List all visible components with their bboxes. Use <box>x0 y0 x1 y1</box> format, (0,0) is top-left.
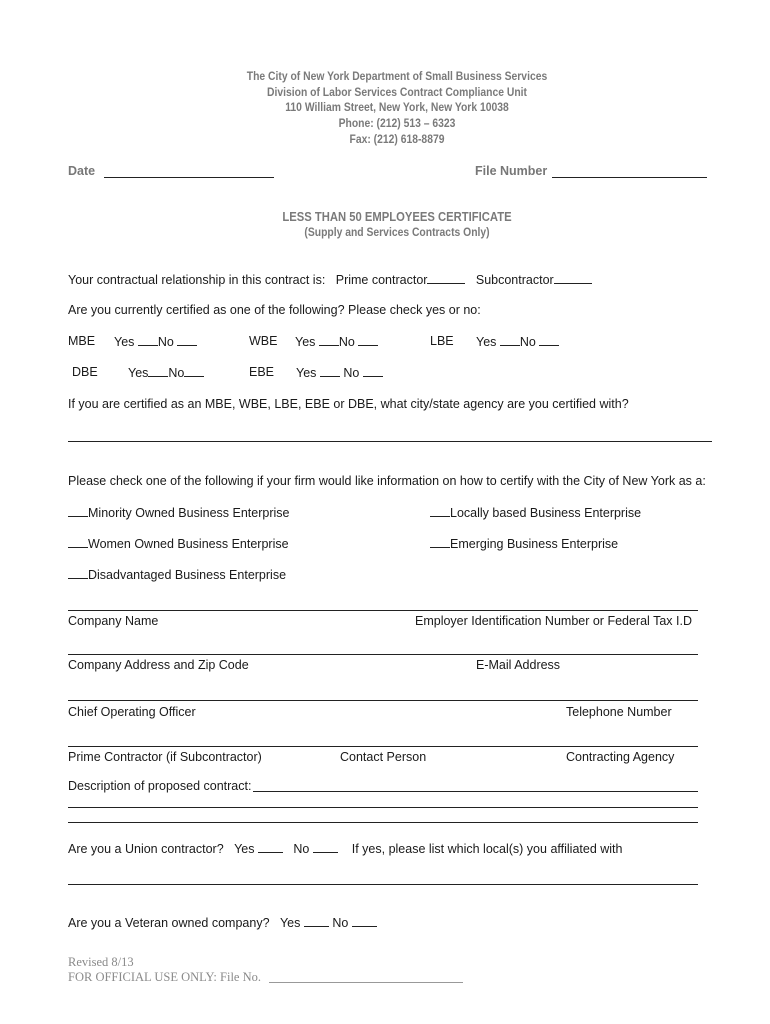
lbe-no-label: No <box>519 335 536 349</box>
veteran-yes-blank[interactable] <box>304 915 329 927</box>
lbe-choice <box>476 334 559 349</box>
wbe-yes-label: Yes <box>295 335 316 349</box>
mbe-yes-blank[interactable] <box>138 334 158 346</box>
description-line-1[interactable] <box>253 791 698 792</box>
telephone-label: Telephone Number <box>566 705 672 719</box>
ein-label: Employer Identification Number or Federal Tax I.D <box>415 614 692 628</box>
dbe-label: DBE <box>72 365 98 379</box>
option-disadvantaged[interactable] <box>68 567 286 582</box>
description-line-2[interactable] <box>68 807 698 808</box>
header-division: Division of Labor Services Contract Compliance Unit <box>267 87 527 99</box>
veteran-question <box>68 915 377 930</box>
file-number-label: File Number <box>475 164 548 178</box>
wbe-no-label: No <box>338 335 355 349</box>
mbe-label: MBE <box>68 334 96 348</box>
union-local-line[interactable] <box>68 884 698 885</box>
option-disadvantaged-blank[interactable] <box>68 567 88 579</box>
option-emerging-blank[interactable] <box>430 536 450 548</box>
ebe-yes-blank[interactable] <box>320 365 340 377</box>
veteran-question-text: Are you a Veteran owned company? <box>68 916 270 930</box>
agency-question: If you are certified as an MBE, WBE, LBE, EBE or DBE, what city/state agency are you certified with? <box>68 397 629 411</box>
dbe-choice <box>128 365 204 380</box>
relationship-question <box>68 272 592 287</box>
description-line-3[interactable] <box>68 822 698 823</box>
coo-line[interactable] <box>68 700 698 701</box>
option-local-blank[interactable] <box>430 505 450 517</box>
ebe-no-blank[interactable] <box>363 365 383 377</box>
file-number-field[interactable] <box>552 177 707 178</box>
official-file-number-line[interactable] <box>269 982 463 983</box>
official-use-label: FOR OFFICIAL USE ONLY: File No. <box>68 970 261 984</box>
wbe-label: WBE <box>249 334 278 348</box>
union-yes-blank[interactable] <box>258 841 283 853</box>
dbe-no-blank[interactable] <box>184 365 204 377</box>
company-name-label: Company Name <box>68 614 159 628</box>
contracting-agency-label: Contracting Agency <box>566 750 675 764</box>
description-label: Description of proposed contract: <box>68 779 252 793</box>
option-disadvantaged-label: Disadvantaged Business Enterprise <box>88 568 287 582</box>
header-address: 110 William Street, New York, New York 10038 <box>285 102 509 114</box>
mbe-no-label: No <box>157 335 174 349</box>
dbe-no-label: No <box>168 366 185 380</box>
email-label: E-Mail Address <box>476 658 561 672</box>
ebe-yes-label: Yes <box>296 366 317 380</box>
agency-answer-line[interactable] <box>68 441 712 442</box>
mbe-no-blank[interactable] <box>177 334 197 346</box>
wbe-no-blank[interactable] <box>358 334 378 346</box>
prime-contractor-field-label: Prime Contractor (if Subcontractor) <box>68 750 262 764</box>
contact-person-label: Contact Person <box>340 750 427 764</box>
option-minority-blank[interactable] <box>68 505 88 517</box>
relationship-question-text: Your contractual relationship in this contract is: <box>68 273 326 287</box>
certificate-subtitle: (Supply and Services Contracts Only) <box>304 227 490 239</box>
union-followup-text: If yes, please list which local(s) you affiliated with <box>351 842 623 856</box>
lbe-yes-blank[interactable] <box>500 334 520 346</box>
veteran-no-label: No <box>332 916 349 930</box>
veteran-no-blank[interactable] <box>352 915 377 927</box>
option-local-label: Locally based Business Enterprise <box>450 506 642 520</box>
wbe-yes-blank[interactable] <box>319 334 339 346</box>
company-line[interactable] <box>68 610 698 611</box>
dbe-yes-label: Yes <box>128 366 149 380</box>
header-agency: The City of New York Department of Small Business Services <box>246 71 548 83</box>
company-address-label: Company Address and Zip Code <box>68 658 249 672</box>
option-women[interactable] <box>68 536 289 551</box>
union-question <box>68 841 622 856</box>
wbe-choice <box>295 334 378 349</box>
revised-note: Revised 8/13 <box>68 955 134 969</box>
prime-line[interactable] <box>68 746 698 747</box>
date-label: Date <box>68 164 96 178</box>
coo-label: Chief Operating Officer <box>68 705 196 719</box>
lbe-no-blank[interactable] <box>539 334 559 346</box>
option-minority-label: Minority Owned Business Enterprise <box>88 506 290 520</box>
certified-question: Are you currently certified as one of the following? Please check yes or no: <box>68 303 481 317</box>
lbe-yes-label: Yes <box>476 335 497 349</box>
address-line[interactable] <box>68 654 698 655</box>
header-phone: Phone: (212) 513 – 6323 <box>338 118 456 130</box>
union-no-label: No <box>293 842 310 856</box>
option-women-blank[interactable] <box>68 536 88 548</box>
mbe-yes-label: Yes <box>114 335 135 349</box>
lbe-label: LBE <box>430 334 454 348</box>
union-yes-label: Yes <box>234 842 255 856</box>
option-minority[interactable] <box>68 505 289 520</box>
subcontractor-blank[interactable] <box>554 272 592 284</box>
prime-contractor-label: Prime contractor <box>335 273 428 287</box>
option-women-label: Women Owned Business Enterprise <box>88 537 289 551</box>
ebe-no-label: No <box>343 366 360 380</box>
ebe-choice <box>296 365 383 380</box>
dbe-yes-blank[interactable] <box>148 365 168 377</box>
option-emerging-label: Emerging Business Enterprise <box>450 537 619 551</box>
veteran-yes-label: Yes <box>279 916 301 930</box>
header-fax: Fax: (212) 618-8879 <box>349 134 445 146</box>
subcontractor-label: Subcontractor <box>475 273 554 287</box>
mbe-choice <box>114 334 197 349</box>
union-no-blank[interactable] <box>313 841 338 853</box>
prime-contractor-blank[interactable] <box>427 272 465 284</box>
certificate-title: LESS THAN 50 EMPLOYEES CERTIFICATE <box>282 210 512 224</box>
ebe-label: EBE <box>249 365 275 379</box>
option-local[interactable] <box>430 505 641 520</box>
option-emerging[interactable] <box>430 536 618 551</box>
info-question: Please check one of the following if your firm would like information on how to certify with the City of New York as a: <box>68 474 706 488</box>
date-field[interactable] <box>104 177 274 178</box>
union-question-text: Are you a Union contractor? <box>68 842 224 856</box>
